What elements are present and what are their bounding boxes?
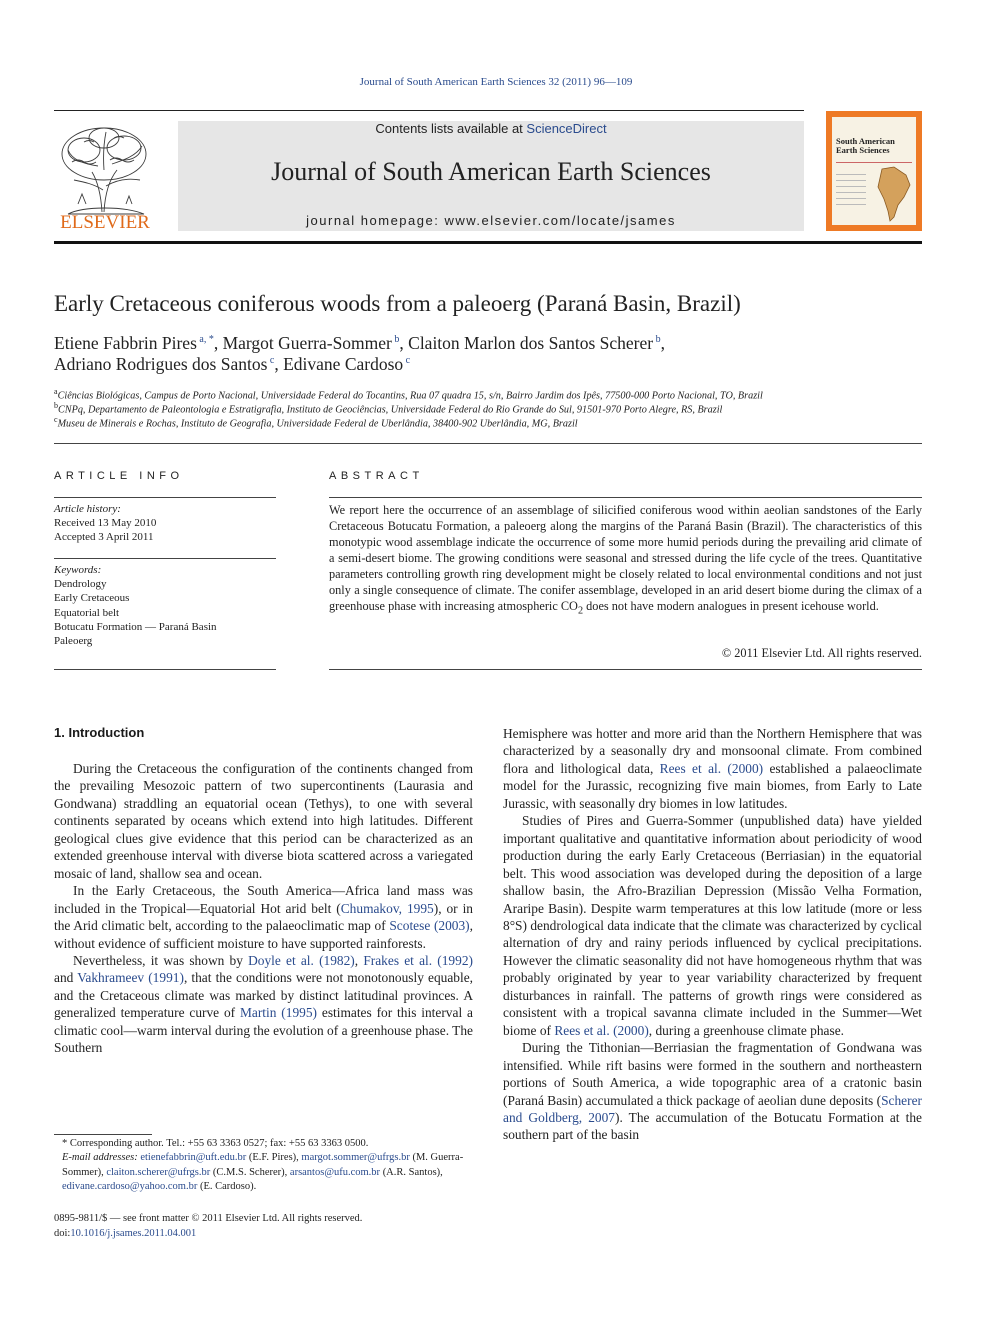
- text: (E.F. Pires),: [246, 1152, 302, 1164]
- reference-link[interactable]: Rees et al. (2000): [659, 760, 764, 776]
- emails-label: E-mail addresses:: [62, 1152, 141, 1164]
- text: (E. Cardoso).: [197, 1180, 257, 1192]
- keyword: Botucatu Formation — Paraná Basin: [54, 620, 217, 633]
- body-column-left: [54, 760, 473, 1057]
- reference-link[interactable]: Frakes et al. (1992): [363, 952, 473, 968]
- author-name[interactable]: Edivane Cardoso: [283, 354, 404, 374]
- email-link[interactable]: edivane.cardoso@yahoo.com.br: [62, 1180, 198, 1192]
- text: (A.R. Santos),: [380, 1166, 443, 1178]
- paragraph: [503, 725, 922, 812]
- reference-link[interactable]: Vakhrameev (1991): [77, 970, 184, 986]
- article-info-bottom-rule: [54, 669, 276, 670]
- text: (C.M.S. Scherer),: [210, 1166, 290, 1178]
- doi-label: doi:: [54, 1227, 71, 1239]
- email-link[interactable]: margot.sommer@ufrgs.br: [301, 1152, 410, 1164]
- paragraph: [503, 1039, 922, 1144]
- reference-link[interactable]: Chumakov, 1995: [340, 900, 434, 916]
- article-info-heading: ARTICLE INFO: [54, 470, 184, 482]
- author-separator: ,: [213, 333, 223, 353]
- text: In the Early Cretaceous, the South America—Africa land mass was included in the Tropical—Equatorial Hot arid belt (: [54, 883, 473, 916]
- author-separator: ,: [399, 333, 409, 353]
- text: and: [54, 970, 78, 986]
- keyword: Dendrology: [54, 578, 107, 591]
- author-name[interactable]: Claiton Marlon dos Santos Scherer: [408, 333, 654, 353]
- reference-link[interactable]: Rees et al. (2000): [554, 1022, 649, 1038]
- affiliation-text: CNPq, Departamento de Paleontologia e Estratigrafia, Instituto de Geociências, Universidade Federal do Rio Grande do Sul, 91501-970 Porto Alegre, RS, Brazil: [58, 404, 723, 416]
- keyword: Paleoerg: [54, 635, 93, 648]
- text: , without evidence of sufficient moisture to have supported rainforests.: [54, 918, 474, 951]
- cover-lines: [836, 169, 866, 205]
- keywords-rule: [54, 558, 276, 559]
- authors-line-2: [54, 354, 410, 375]
- reference-link[interactable]: Martin (1995): [240, 1005, 318, 1021]
- co2-subscript: 2: [577, 605, 584, 617]
- header-rule: [54, 110, 804, 111]
- cover-rule: [836, 162, 912, 163]
- affiliation-c: [54, 415, 578, 429]
- abstract-copyright: © 2011 Elsevier Ltd. All rights reserved.: [721, 646, 922, 660]
- reference-link[interactable]: Scotese (2003): [389, 918, 470, 934]
- affiliation-label: c: [54, 415, 58, 424]
- doi-link[interactable]: 10.1016/j.jsames.2011.04.001: [70, 1227, 197, 1239]
- authors-line-1: [54, 333, 665, 354]
- reference-link[interactable]: Doyle et al. (1982): [248, 952, 355, 968]
- author-name[interactable]: Margot Guerra-Sommer: [222, 333, 392, 353]
- abstract-text-part: We report here the occurrence of an assemblage of silicified coniferous wood within aeolian sandstones of the Early Cretaceous Botucatu Formation, a paleoerg along the margins of the Paraná Basin (Brazil). The characteristics of this monotypic wood assemblage indicate the occurrence of some more humid periods during the prevailing arid climate of a semi-desert biome. The growing conditions were seasonal and stressed during the life cycle of the trees. Quantitative parameters controlling growth ring development might be closely related to local environmental conditions and not just only a single consequence of climate. The conifer assemblage, developed in an arid desert biome during the climax of a greenhouse phase with increasing atmospheric CO: [329, 503, 922, 613]
- author-affiliation-marker[interactable]: c: [403, 355, 411, 367]
- email-addresses: [54, 1151, 473, 1194]
- paragraph: [503, 812, 922, 1039]
- email-link[interactable]: arsantos@ufu.com.br: [289, 1166, 381, 1178]
- text: , that the conditions were not monotonously equable, and the Cretaceous climate was marked by distinct latitudinal provinces. A generalized temperature curve of: [54, 970, 473, 1021]
- abstract-heading: ABSTRACT: [329, 470, 424, 482]
- issn-line: 0895-9811/$ — see front matter © 2011 Elsevier Ltd. All rights reserved.: [54, 1213, 363, 1224]
- paragraph: [54, 952, 473, 1057]
- paragraph: During the Cretaceous the configuration of the continents changed from the prevailing Mesozoic pattern of two supercontinents (Laurasia and Gondwana) straddling an equatorial ocean (Tethys), to one with several continents separated by oceans which extend into high latitudes. Different geological clues give evidence that this period can be characterized as an extended greenhouse interval with diverse biota scattered across a variegated mosaic of land, shallow sea and ocean.: [54, 761, 473, 881]
- text: , during a greenhouse climate phase.: [648, 1022, 844, 1038]
- keyword: Equatorial belt: [54, 606, 120, 619]
- accepted-date: Accepted 3 April 2011: [54, 531, 154, 544]
- reference-link[interactable]: Scherer and Goldberg, 2007: [503, 1092, 922, 1125]
- author-affiliation-marker[interactable]: b: [391, 334, 400, 346]
- paragraph: [54, 882, 473, 952]
- text: (M. Guerra-Sommer),: [62, 1152, 464, 1178]
- journal-banner: [178, 121, 804, 231]
- text: established a palaeoclimate model for the Jurassic, recognizing five main biomes, from Early to Late Jurassic, with seasonally dry biomes in low latitudes.: [503, 760, 922, 811]
- cover-page: [832, 117, 916, 225]
- corresponding-author: * Corresponding author. Tel.: +55 63 3363 0527; fax: +55 63 3363 0500.: [62, 1138, 369, 1149]
- affiliation-label: a: [54, 387, 58, 396]
- journal-homepage[interactable]: journal homepage: www.elsevier.com/locate/jsames: [306, 213, 676, 228]
- elsevier-tree-icon: [54, 120, 156, 232]
- body-column-right: [503, 725, 922, 1144]
- abstract-text-part: does not have modern analogues in present icehouse world.: [583, 599, 879, 613]
- author-affiliation-marker[interactable]: b: [653, 334, 661, 346]
- text: ,: [354, 952, 364, 968]
- affiliation-text: Ciências Biológicas, Campus de Porto Nacional, Universidade Federal do Tocantins, Rua 07 quadra 15, s/n, Bairro Jardim dos Ipês, 77500-000 Porto Nacional, TO, Brazil: [57, 390, 763, 402]
- section-heading-introduction: 1. Introduction: [54, 725, 145, 740]
- text: During the Tithonian—Berriasian the fragmentation of Gondwana was intensified. While rift basins were formed in the southern and northeastern portions of South America, a wide topographic area of a cratonic basin (Paraná Basin) accumulated a thick package of aeolian dune deposits (: [503, 1040, 922, 1108]
- author-separator: ,: [274, 354, 284, 374]
- text: Nevertheless, it was shown by: [73, 952, 249, 968]
- article-history: [54, 502, 276, 545]
- keyword: Early Cretaceous: [54, 592, 130, 605]
- text: Studies of Pires and Guerra-Sommer (unpublished data) have yielded important qualitative and quantitative information about periodicity of wood production during the early Early Cretaceous (Berriasian) in the equatorial belt. This wood association was developed during the deposition of a large shallow basin, the Afro-Brazilian Depression (Missão Velha Formation, Araripe Basin). Despite warm temperatures at this low latitude (more or less 8°S) dendrological data indicate that the climate was characterized by cyclical alternation of dry and rainy periods influenced by cyclical precipitations. However the climatic seasonality did not have homogeneous rhythm that was probably originated by year to year variability characterized by frequent disturbances in rainfall. The patterns of growth rings were considered as consistent with a tropical savanna climate included in the Summer—Wet biome of: [503, 813, 922, 1038]
- keywords-label: Keywords:: [54, 564, 102, 576]
- affiliation-b: [54, 401, 722, 415]
- author-name[interactable]: Adriano Rodrigues dos Santos: [54, 354, 268, 374]
- cover-title: South American Earth Sciences: [836, 136, 895, 155]
- abstract-rule: [329, 497, 922, 498]
- journal-cover-thumbnail[interactable]: [826, 111, 922, 231]
- contents-prefix: Contents lists available at: [375, 121, 527, 136]
- email-link[interactable]: etienefabbrin@uft.edu.br: [140, 1152, 247, 1164]
- sciencedirect-link[interactable]: ScienceDirect: [526, 121, 607, 136]
- email-link[interactable]: claiton.scherer@ufrgs.br: [106, 1166, 211, 1178]
- author-affiliation-marker[interactable]: c: [267, 355, 275, 367]
- footnote-rule: [54, 1134, 152, 1135]
- received-date: Received 13 May 2010: [54, 517, 157, 530]
- affiliations-rule: [54, 443, 922, 444]
- text: Hemisphere was hotter and more arid than the Northern Hemisphere that was characterized by a seasonally dry and monsoonal climate. From combined flora and lithological data,: [503, 726, 922, 776]
- doi-line: [54, 1227, 362, 1242]
- author-name[interactable]: Etiene Fabbrin Pires: [54, 333, 197, 353]
- affiliation-label: b: [54, 401, 58, 410]
- text: ), or in the Arid climatic belt, according to the palaeoclimatic map of: [54, 900, 474, 934]
- header-thick-rule: [54, 241, 922, 244]
- elsevier-wordmark: ELSEVIER: [60, 212, 150, 232]
- journal-name: Journal of South American Earth Sciences: [271, 157, 711, 186]
- article-info-rule: [54, 497, 276, 498]
- south-america-map-icon: [872, 165, 914, 223]
- abstract-bottom-rule: [329, 669, 922, 670]
- abstract-text: [329, 502, 922, 619]
- author-affiliation-marker[interactable]: a, *: [196, 334, 214, 346]
- contents-line: [178, 121, 804, 136]
- affiliation-text: Museu de Minerais e Rochas, Instituto de Geografia, Universidade Federal de Uberlândia, 38400-902 Uberlândia, MG, Brazil: [57, 418, 578, 430]
- elsevier-logo: [54, 120, 156, 232]
- issn-doi-block: [54, 1212, 362, 1241]
- footnote: [54, 1137, 473, 1194]
- journal-citation[interactable]: Journal of South American Earth Sciences 32 (2011) 96—109: [359, 76, 633, 88]
- keywords-block: [54, 563, 276, 648]
- history-label: Article history:: [54, 503, 121, 515]
- author-separator: ,: [660, 333, 665, 353]
- text: estimates for this interval a climatic cool—warm interval during the evolution of a greenhouse phase. The Southern: [54, 1005, 473, 1056]
- article-title: Early Cretaceous coniferous woods from a paleoerg (Paraná Basin, Brazil): [54, 291, 741, 316]
- text: ). The accumulation of the Botucatu Formation at the southern part of the basin: [503, 1109, 922, 1143]
- affiliation-a: [54, 387, 763, 401]
